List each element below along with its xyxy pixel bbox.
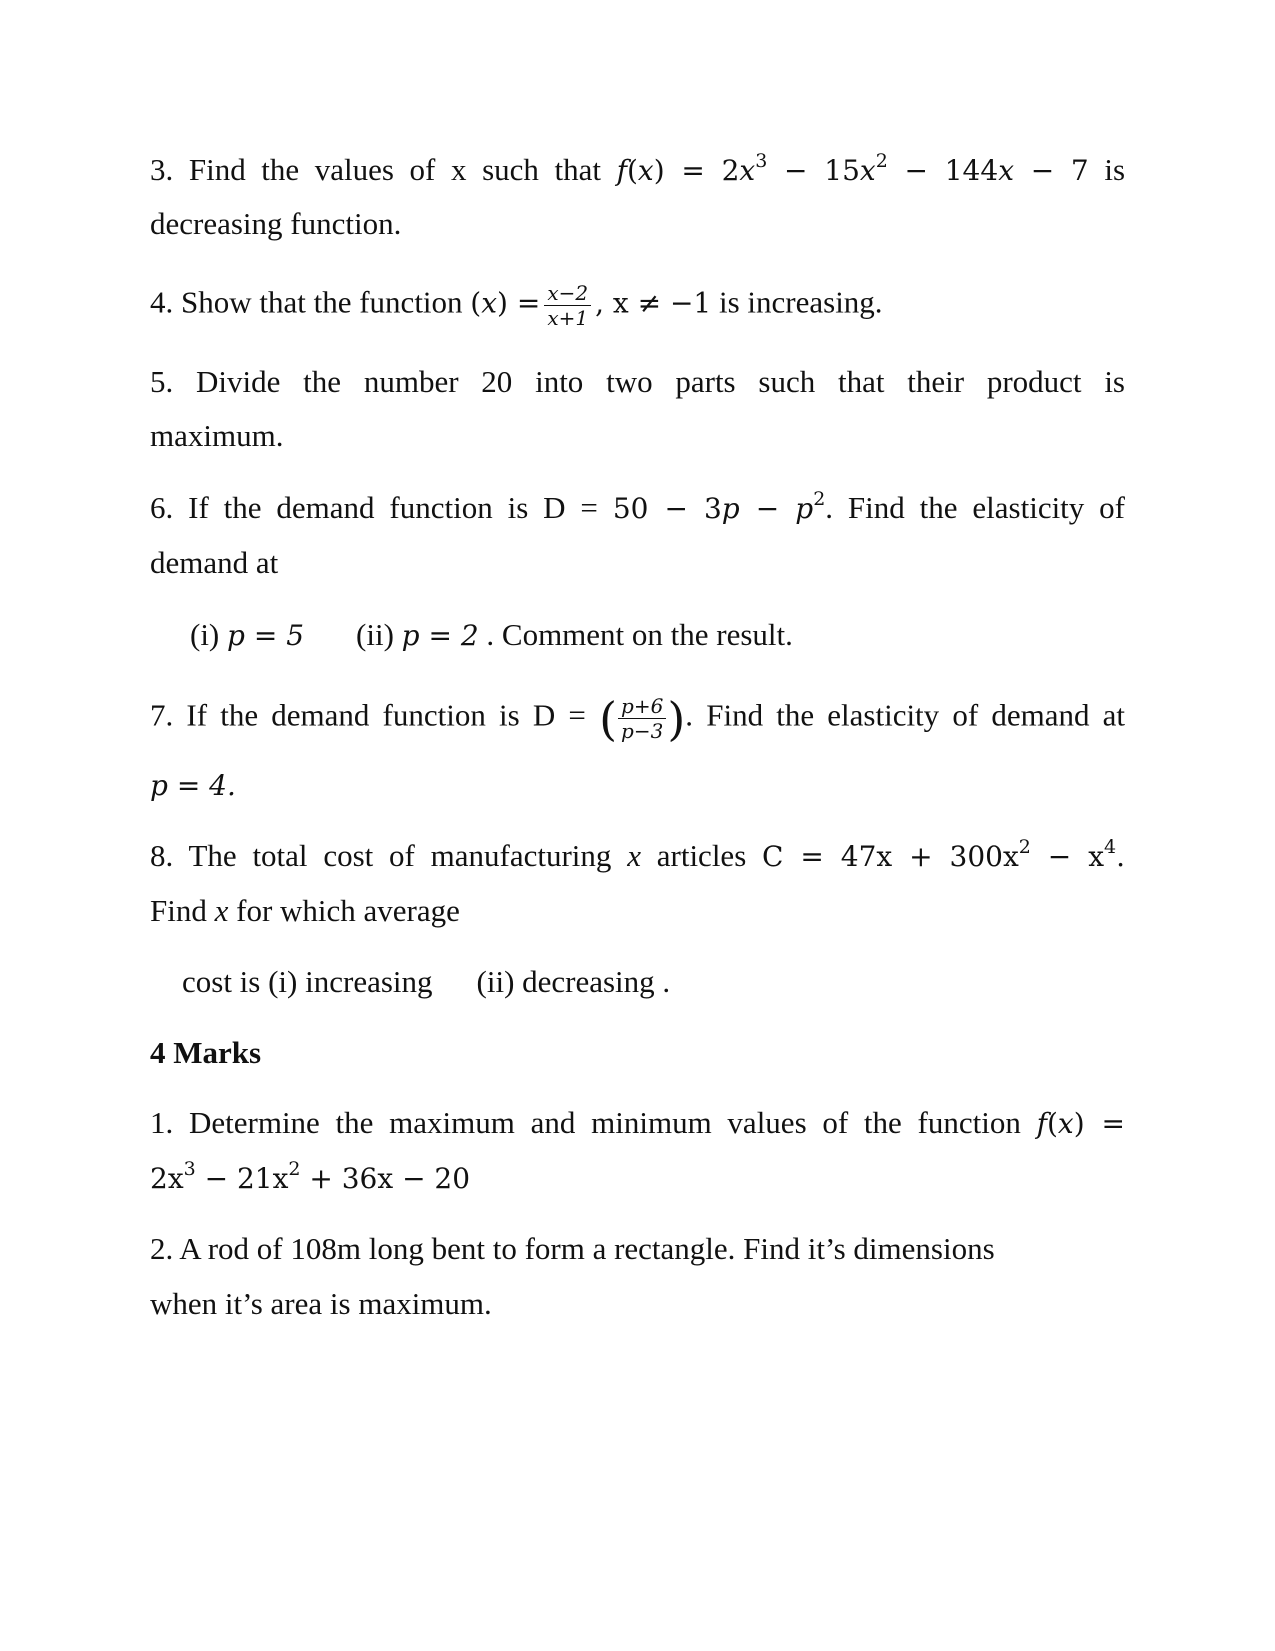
question-5-line-2: maximum.	[150, 418, 284, 453]
question-8-line-2: Find x for which average	[150, 893, 460, 928]
marks4-question-1-line-1	[150, 1103, 1125, 1144]
q6-option-1-label: (i)	[190, 617, 228, 652]
question-7-line-1	[150, 691, 1125, 746]
q8-articles-text: articles	[656, 838, 747, 873]
q4-tail-text: is increasing.	[711, 284, 883, 320]
q7-tail-text: . Find the elasticity of demand at	[685, 697, 1125, 733]
q6-lead-text: 6. If the demand function is D =	[150, 490, 598, 525]
q4-condition: , x ≠ −1	[595, 286, 712, 320]
q3-lead-text: 3. Find the values of x such that	[150, 152, 601, 187]
m1-polynomial: $2x^3 - 21x^2 + 36x - 20$	[150, 1158, 471, 1195]
question-6-line-2: demand at	[150, 545, 279, 580]
q8-option-increasing: cost is (i) increasing	[182, 964, 433, 999]
q3-is-text: is	[1104, 152, 1126, 187]
q6-options-tail: . Comment on the result.	[478, 617, 793, 652]
q4-fraction: $\frac{x-2}{x+1}$	[544, 281, 591, 330]
marks4-question-2-line-2: when it’s area is maximum.	[150, 1286, 492, 1321]
m1-function-lhs: f(x) =	[1036, 1107, 1125, 1140]
m1-lead-text: 1. Determine the maximum and minimum values of the function	[150, 1105, 1021, 1140]
q6-option-2-label: (ii)	[356, 617, 402, 652]
question-6-line-1	[150, 488, 1125, 529]
q6-option-1-math: p = 5	[227, 619, 305, 652]
q4-lead-text: 4. Show that the function	[150, 284, 463, 320]
q7-fraction-group: ( $\frac{p+6}{p-3}$ )	[599, 691, 686, 746]
q6-option-2-math: p = 2	[401, 619, 479, 652]
q8-option-decreasing: (ii) decreasing .	[476, 964, 671, 999]
q3-equation: $f(x) = 2x^3 - 15x^2 - 144x - 7$	[616, 150, 1089, 187]
question-4	[150, 281, 1125, 330]
question-7-line-2: p = 4.	[150, 769, 236, 802]
question-8-line-3	[182, 962, 670, 1002]
q6-equation: $50 - 3p - p^2$	[612, 488, 826, 525]
q8-lead-text: 8. The total cost of manufacturing	[150, 838, 612, 873]
marks4-question-2-line-1: 2. A rod of 108m long bent to form a rectangle. Find it’s dimensions	[150, 1231, 995, 1266]
q7-fraction: $\frac{p+6}{p-3}$	[618, 694, 666, 743]
section-heading: 4 Marks	[150, 1035, 262, 1070]
question-8-line-1	[150, 836, 1125, 877]
q4-lhs: (x) =	[470, 286, 541, 320]
question-6-options	[190, 615, 793, 656]
question-3-line-1	[150, 150, 1125, 191]
question-3-line-2: decreasing function.	[150, 206, 402, 241]
question-5-line-1: 5. Divide the number 20 into two parts such that their product is	[150, 364, 1125, 399]
marks4-question-1-line-2	[150, 1158, 1125, 1199]
q8-equation: $C = 47x + 300x^2 - x^4$.	[762, 836, 1125, 873]
q7-lead-text: 7. If the demand function is D =	[150, 697, 586, 733]
q6-tail-text: . Find the elasticity of	[825, 490, 1126, 525]
q8-variable: x	[627, 838, 641, 873]
